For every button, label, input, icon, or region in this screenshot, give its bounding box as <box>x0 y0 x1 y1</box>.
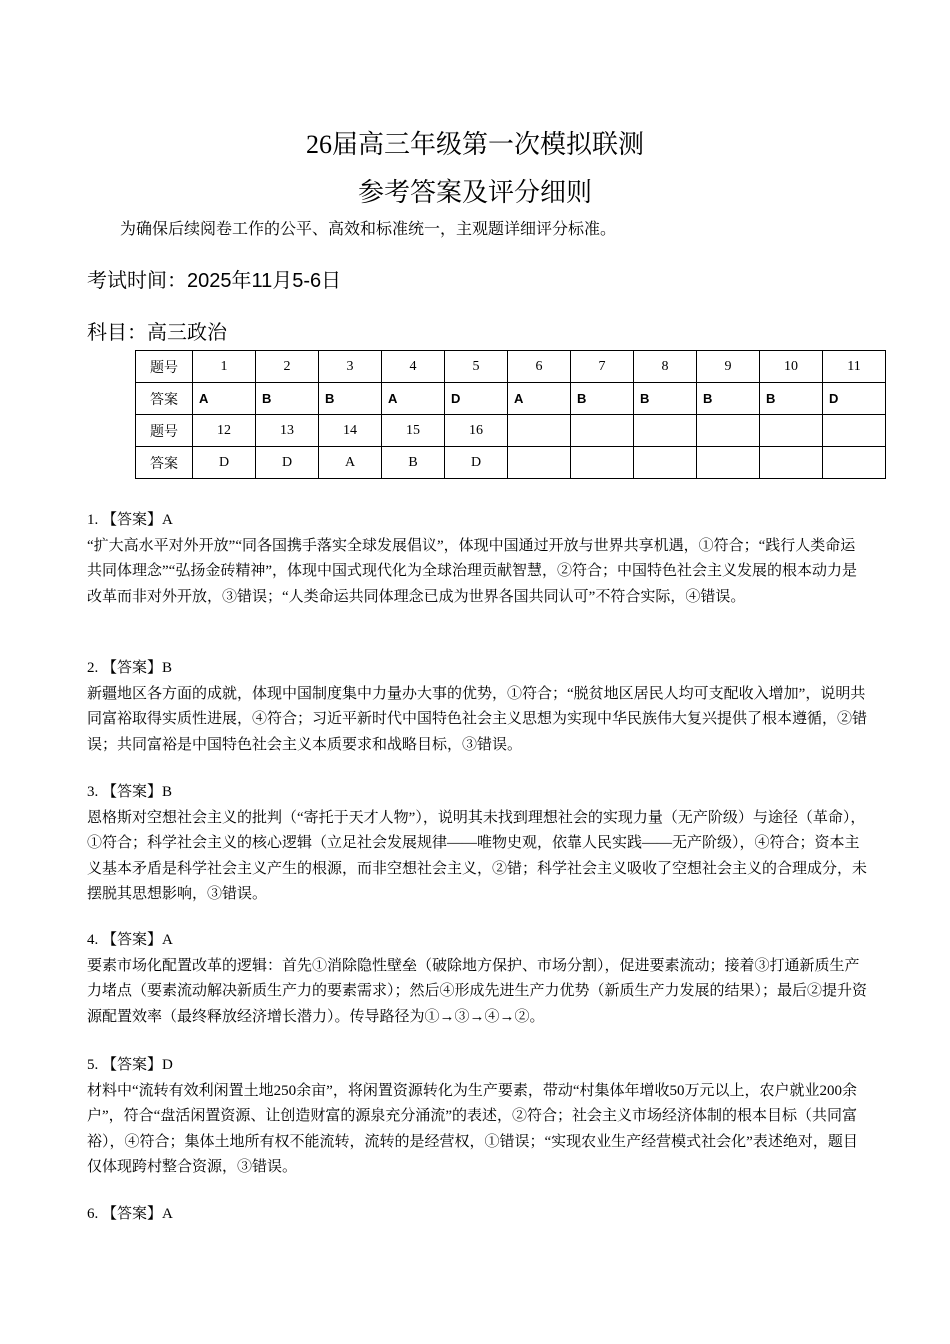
document-title: 26届高三年级第一次模拟联测 <box>305 130 644 159</box>
table-cell-num: 3 <box>319 351 382 383</box>
table-cell-ans: A <box>508 383 571 415</box>
table-cell-ans: B <box>697 383 760 415</box>
table-label-num: 题号 <box>136 351 193 383</box>
table-cell-ans: B <box>634 383 697 415</box>
question-4-explanation: 要素市场化配置改革的逻辑：首先①消除隐性壁垒（破除地方保护、市场分割），促进要素流动；接着③打通新质生产力堵点（要素流动解决新质生产力的要素需求）；然后④形成先进生产力优势（新质生产力发展的结果）；最后②提升资源配置效率（最终释放经济增长潜力）。传导路径为①→③→④→②。 <box>87 957 868 1025</box>
table-cell-ans: D <box>445 383 508 415</box>
table-cell-ans: B <box>571 383 634 415</box>
exam-time: 考试时间：2025年11月5-6日 <box>87 270 342 292</box>
table-cell-num: 9 <box>697 351 760 383</box>
question-1-explanation: “扩大高水平对外开放”“同各国携手落实全球发展倡议”，体现中国通过开放与世界共享机遇，①符合；“践行人类命运共同体理念”“弘扬金砖精神”，体现中国式现代化为全球治理贡献智慧，②符合；中国特色社会主义发展的根本动力是改革而非对外开放，③错误；“人类命运共同体理念已成为世界各国共同认可”不符合实际，④错误。 <box>87 537 857 605</box>
answer-table <box>135 350 886 479</box>
table-cell-ans: D <box>193 447 256 479</box>
table-cell-ans <box>571 447 634 479</box>
table-cell-num: 7 <box>571 351 634 383</box>
question-3-explanation: 恩格斯对空想社会主义的批判（“寄托于天才人物”），说明其未找到理想社会的实现力量（无产阶级）与途径（革命），①符合；科学社会主义的核心逻辑（立足社会发展规律——唯物史观，依靠人民实践——无产阶级），④符合；资本主义基本矛盾是科学社会主义产生的根源，而非空想社会主义，②错；科学社会主义吸收了空想社会主义的合理成分，未摆脱其思想影响，③错误。 <box>87 809 868 902</box>
table-row-answers-1 <box>136 383 886 415</box>
table-row-numbers-2 <box>136 415 886 447</box>
table-label-ans: 答案 <box>136 447 193 479</box>
table-cell-num: 13 <box>256 415 319 447</box>
table-cell-num <box>634 415 697 447</box>
question-2-explanation: 新疆地区各方面的成就，体现中国制度集中力量办大事的优势，①符合；“脱贫地区居民人均可支配收入增加”，说明共同富裕取得实质性进展，④符合；习近平新时代中国特色社会主义思想为实现中华民族伟大复兴提供了根本遵循，②错误；共同富裕是中国特色社会主义本质要求和战略目标，③错误。 <box>87 685 868 753</box>
table-row-answers-2 <box>136 447 886 479</box>
table-cell-num: 1 <box>193 351 256 383</box>
table-cell-num: 14 <box>319 415 382 447</box>
table-cell-ans: A <box>319 447 382 479</box>
table-cell-num: 16 <box>445 415 508 447</box>
question-1-answer: 1. 【答案】A <box>87 512 173 528</box>
table-cell-ans <box>697 447 760 479</box>
table-cell-num: 8 <box>634 351 697 383</box>
table-cell-ans: B <box>382 447 445 479</box>
table-cell-num: 6 <box>508 351 571 383</box>
question-4 <box>87 928 867 1030</box>
table-cell-ans <box>634 447 697 479</box>
table-cell-num <box>571 415 634 447</box>
table-cell-ans: D <box>445 447 508 479</box>
table-row-numbers-1 <box>136 351 886 383</box>
table-cell-num <box>760 415 823 447</box>
question-4-answer: 4. 【答案】A <box>87 932 173 948</box>
question-5-answer: 5. 【答案】D <box>87 1057 173 1073</box>
table-cell-num: 15 <box>382 415 445 447</box>
document-subtitle: 参考答案及评分细则 <box>357 177 592 207</box>
question-5-explanation: 材料中“流转有效利闲置土地250余亩”，将闲置资源转化为生产要素，带动“村集体年增收50万元以上，农户就业200余户”，符合“盘活闲置资源、让创造财富的源泉充分涌流”的表述，②符合；社会主义市场经济体制的根本目标（共同富裕），④符合；集体土地所有权不能流转，流转的是经营权，①错误；“实现农业生产经营模式社会化”表述绝对，题目仅体现跨村整合资源，③错误。 <box>87 1082 858 1175</box>
question-5 <box>87 1053 867 1181</box>
table-cell-ans <box>760 447 823 479</box>
question-3 <box>87 780 867 908</box>
scoring-note: 为确保后续阅卷工作的公平、高效和标准统一，主观题详细评分标准。 <box>120 221 617 238</box>
table-cell-num: 4 <box>382 351 445 383</box>
table-cell-num: 10 <box>760 351 823 383</box>
table-cell-ans: B <box>256 383 319 415</box>
question-1 <box>87 508 867 610</box>
table-cell-ans: D <box>823 383 886 415</box>
table-cell-num: 12 <box>193 415 256 447</box>
question-6-answer: 6. 【答案】A <box>87 1206 173 1222</box>
table-cell-ans: D <box>256 447 319 479</box>
table-cell-ans: B <box>319 383 382 415</box>
table-cell-ans: B <box>760 383 823 415</box>
table-cell-num: 2 <box>256 351 319 383</box>
table-cell-ans: A <box>382 383 445 415</box>
table-cell-ans <box>823 447 886 479</box>
subject: 科目：高三政治 <box>87 322 227 344</box>
question-2 <box>87 656 867 758</box>
table-label-num: 题号 <box>136 415 193 447</box>
table-cell-ans: A <box>193 383 256 415</box>
table-label-ans: 答案 <box>136 383 193 415</box>
question-2-answer: 2. 【答案】B <box>87 660 173 676</box>
table-cell-num: 11 <box>823 351 886 383</box>
question-3-answer: 3. 【答案】B <box>87 784 173 800</box>
table-cell-ans <box>508 447 571 479</box>
table-cell-num: 5 <box>445 351 508 383</box>
question-6 <box>87 1202 867 1228</box>
table-cell-num <box>508 415 571 447</box>
table-cell-num <box>823 415 886 447</box>
table-cell-num <box>697 415 760 447</box>
